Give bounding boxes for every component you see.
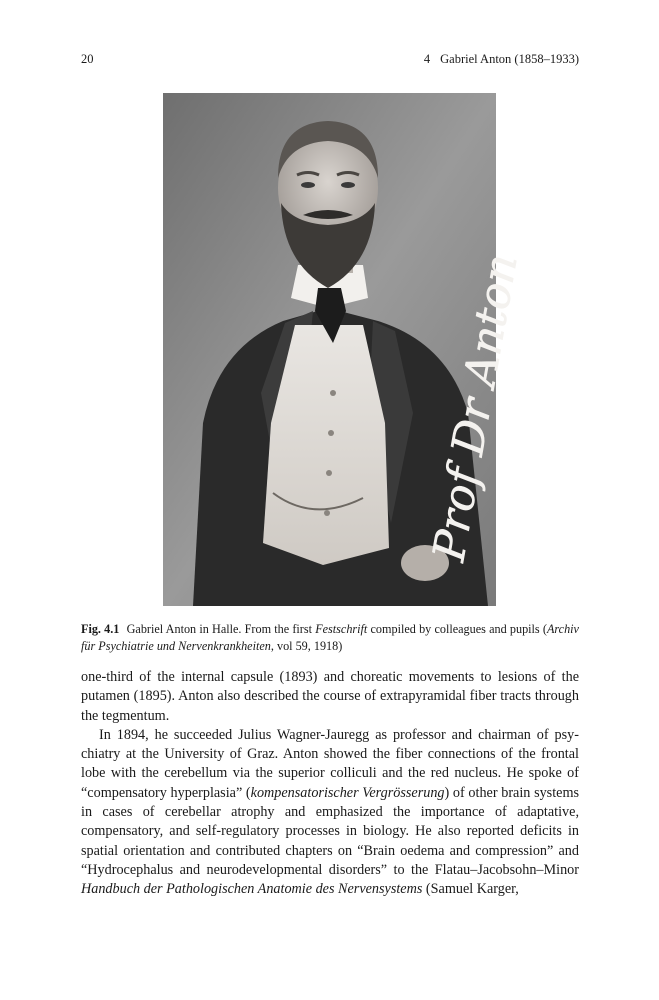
caption-italic-festschrift: Festschrift [315,622,368,636]
chapter-title: Gabriel Anton (1858–1933) [440,52,579,66]
portrait-photo [163,93,528,606]
figure-caption [81,621,579,655]
page-number: 20 [81,52,94,66]
caption-italic-journal: Archiv für Psychiatrie und Nervenkrankheiten [81,622,579,653]
paragraph-text: (Samuel Karger, [422,881,519,898]
caption-text: , vol 59, 1918) [270,639,343,653]
paragraph-1: one-third of the internal capsule (1893) and choreatic movements to lesions of the putamen (1895). Anton also described the course of extrapyramidal fiber tracts through the tegmentum. [81,669,579,724]
signature: Prof Dr Anton [423,250,528,565]
paragraph-text: ) of other brain systems in cases of cerebellar atrophy and emphasized the importance of adaptative, compensatory, and self-regulatory processes in biology. He also reported deficits in spatial orientation and contributed chapters on “Brain oedema and compression” and “Hydrocephalus and neurodevelopmental disorders” to the Flatau–Jacobsohn–Minor [81,784,579,878]
paragraph-italic-term: kompensatorischer Vergrösserung [250,784,445,801]
body-text [81,668,579,900]
paragraph-2 [81,726,579,900]
paragraph-text: In 1894, he succeeded Julius Wagner-Jauregg as professor and chairman of psychiatry at the University of Graz. Anton showed the fiber connections of the frontal lobe with the cerebellum via the superior colliculi and the red nucleus. He spoke of “compensatory hyperplasia” ( [81,726,579,801]
paragraph-italic-title: Handbuch der Pathologischen Anatomie des Nervensystems [81,881,423,898]
figure-label: Fig. 4.1 [81,622,120,636]
running-head [424,52,579,67]
caption-text: compiled by colleagues and pupils ( [367,622,547,636]
portrait-illustration [163,93,528,606]
chapter-number: 4 [423,52,431,66]
caption-text: Gabriel Anton in Halle. From the first [126,622,316,636]
